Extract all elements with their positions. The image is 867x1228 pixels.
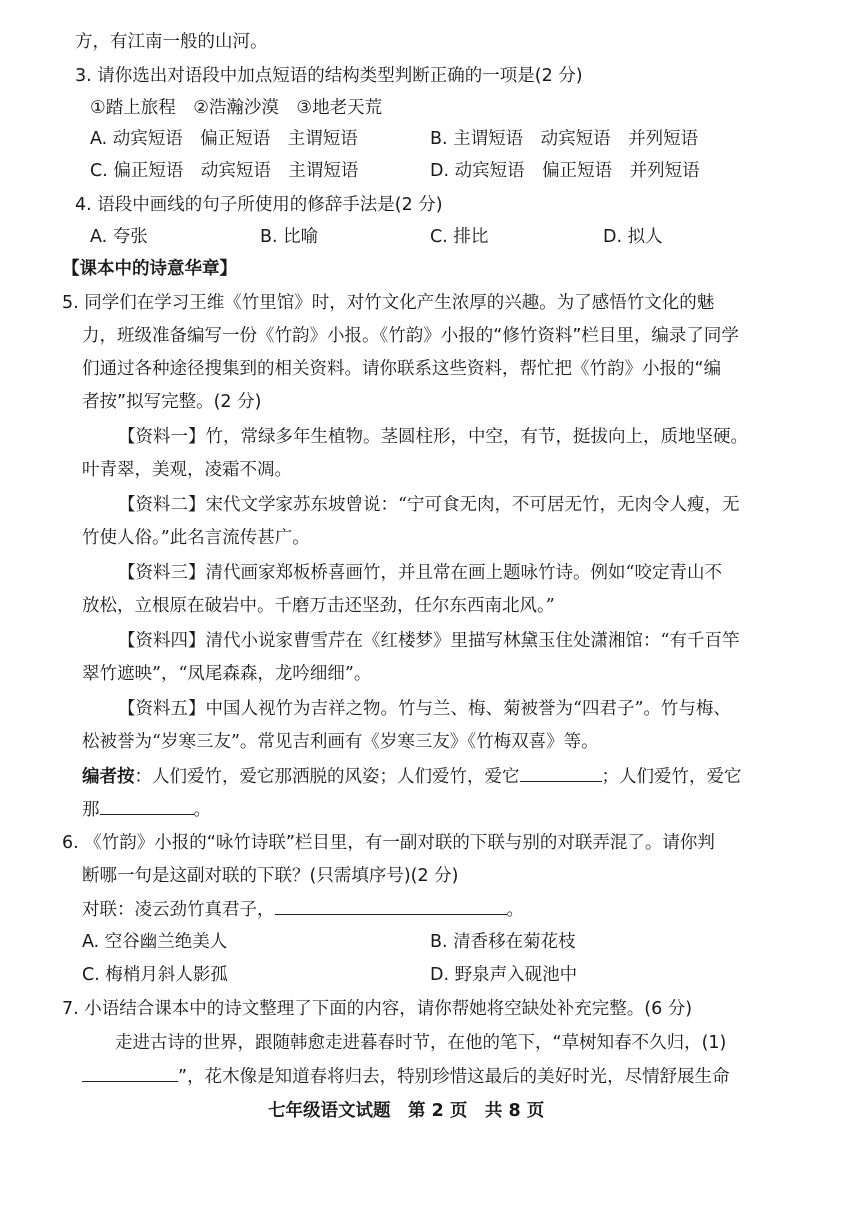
- question-5-line: 力，班级准备编写一份《竹韵》小报。《竹韵》小报的“修竹资料”栏目里，编录了同学: [82, 326, 739, 346]
- material-line: 【资料四】清代小说家曹雪芹在《红楼梦》里描写林黛玉住处潇湘馆：“有千百竿: [118, 631, 740, 651]
- question-6-option-b: B. 清香移在菊花枝: [430, 932, 576, 952]
- material-line: 叶青翠，美观，凌霜不凋。: [82, 460, 292, 480]
- text-line: 方，有江南一般的山河。: [75, 32, 268, 52]
- question-3-prompt: 3. 请你选出对语段中加点短语的结构类型判断正确的一项是(2 分): [75, 66, 583, 86]
- answer-blank[interactable]: [82, 1063, 178, 1082]
- question-4-option-b: B. 比喻: [260, 227, 319, 247]
- question-7-text: [82, 1063, 730, 1090]
- page-footer: 七年级语文试题 第 2 页 共 8 页: [268, 1101, 545, 1121]
- question-7-text: 走进古诗的世界，跟随韩愈走进暮春时节，在他的笔下，“草树知春不久归，(1): [115, 1033, 727, 1053]
- editor-note-text: 。: [193, 800, 211, 820]
- question-5-line: 者按”拟写完整。(2 分): [82, 392, 262, 412]
- material-line: 翠竹遮映”，“凤尾森森，龙吟细细”。: [82, 664, 372, 684]
- editor-note-line: [82, 796, 211, 823]
- question-4-option-d: D. 拟人: [603, 227, 663, 247]
- section-heading: 【课本中的诗意华章】: [62, 259, 237, 279]
- question-6-line: 6. 《竹韵》小报的“咏竹诗联”栏目里，有一副对联的下联与别的对联弄混了。请你判: [62, 833, 715, 853]
- answer-blank[interactable]: [100, 796, 194, 815]
- couplet-line: [82, 896, 524, 923]
- question-5-line: 5. 同学们在学习王维《竹里馆》时，对竹文化产生浓厚的兴趣。为了感悟竹文化的魅: [62, 293, 715, 313]
- question-6-option-d: D. 野泉声入砚池中: [430, 965, 578, 985]
- question-5-line: 们通过各种途径搜集到的相关资料。请你联系这些资料，帮忙把《竹韵》小报的“编: [82, 359, 722, 379]
- question-3-option-b: B. 主谓短语 动宾短语 并列短语: [430, 129, 699, 149]
- material-line: 放松，立根原在破岩中。千磨万击还坚劲，任尔东西南北风。”: [82, 596, 555, 616]
- question-3-option-c: C. 偏正短语 动宾短语 主谓短语: [90, 161, 359, 181]
- editor-note-text: ；人们爱竹，爱它: [601, 767, 742, 787]
- editor-note-label: 编者按: [82, 767, 135, 787]
- question-3-option-a: A. 动宾短语 偏正短语 主谓短语: [90, 129, 358, 149]
- material-line: 【资料二】宋代文学家苏东坡曾说：“宁可食无肉，不可居无竹，无肉令人瘦，无: [118, 495, 740, 515]
- answer-blank[interactable]: [275, 896, 507, 915]
- question-6-option-a: A. 空谷幽兰绝美人: [82, 932, 228, 952]
- editor-note-line: [82, 763, 742, 790]
- material-line: 【资料三】清代画家郑板桥喜画竹，并且常在画上题咏竹诗。例如“咬定青山不: [118, 563, 722, 583]
- couplet-text: 对联：凌云劲竹真君子，: [82, 900, 275, 920]
- answer-blank[interactable]: [520, 763, 602, 782]
- material-line: 【资料五】中国人视竹为吉祥之物。竹与兰、梅、菊被誉为“四君子”。竹与梅、: [118, 699, 731, 719]
- couplet-text: 。: [506, 900, 524, 920]
- question-4-option-a: A. 夸张: [90, 227, 148, 247]
- editor-note-text: ：人们爱竹，爱它那洒脱的风姿；人们爱竹，爱它: [134, 767, 520, 787]
- material-line: 松被誉为“岁寒三友”。常见吉利画有《岁寒三友》《竹梅双喜》等。: [82, 732, 599, 752]
- question-6-line: 断哪一句是这副对联的下联？(只需填序号)(2 分): [82, 866, 459, 886]
- question-3-phrases: ①踏上旅程 ②浩瀚沙漠 ③地老天荒: [90, 98, 383, 118]
- material-line: 竹使人俗。”此名言流传甚广。: [82, 528, 310, 548]
- question-7-prompt: 7. 小语结合课本中的诗文整理了下面的内容，请你帮她将空缺处补充完整。(6 分): [62, 999, 693, 1019]
- question-7-text-tail: ”，花木像是知道春将归去，特别珍惜这最后的美好时光，尽情舒展生命: [178, 1067, 730, 1087]
- question-6-option-c: C. 梅梢月斜人影孤: [82, 965, 228, 985]
- editor-note-text: 那: [82, 800, 100, 820]
- question-4-option-c: C. 排比: [430, 227, 489, 247]
- question-4-prompt: 4. 语段中画线的句子所使用的修辞手法是(2 分): [75, 195, 443, 215]
- material-line: 【资料一】竹，常绿多年生植物。茎圆柱形，中空，有节，挺拔向上，质地坚硬。: [118, 427, 748, 447]
- question-3-option-d: D. 动宾短语 偏正短语 并列短语: [430, 161, 700, 181]
